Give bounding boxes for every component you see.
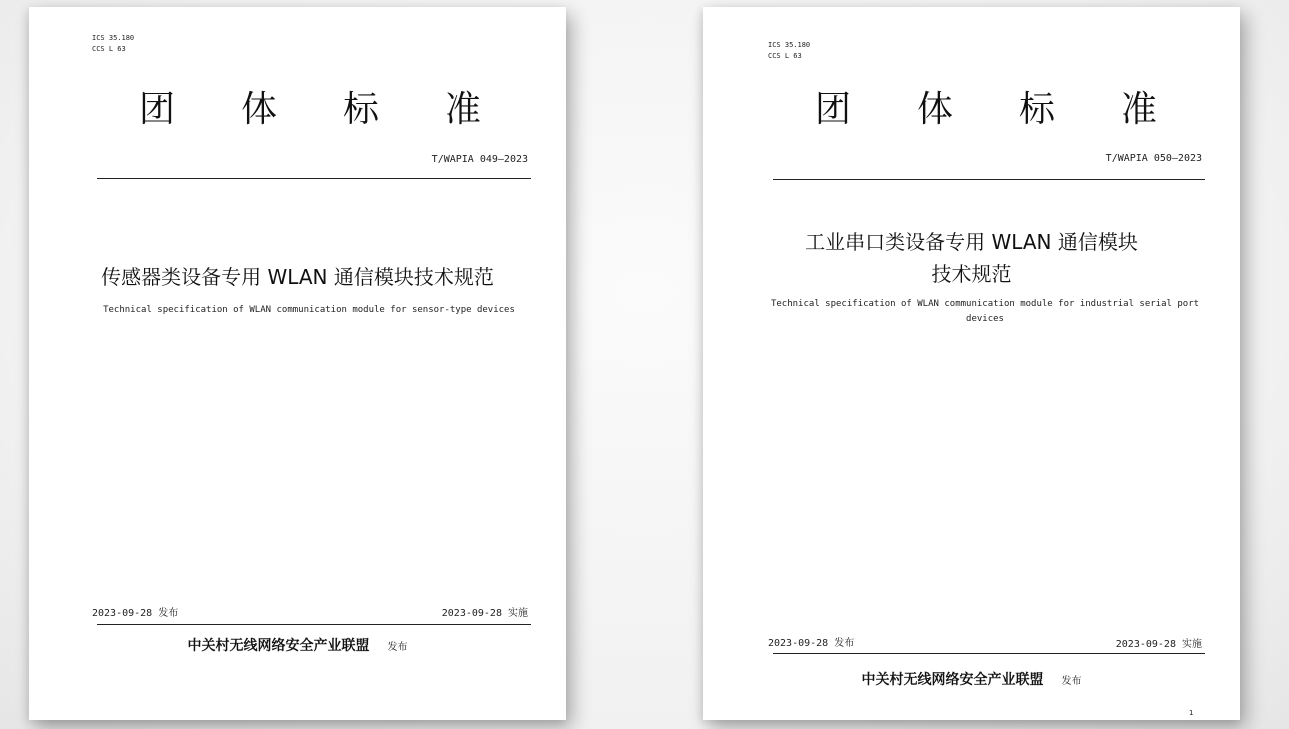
standard-code: T/WAPIA 049—2023	[431, 154, 528, 165]
publisher-line	[703, 669, 1240, 689]
release-date: 2023-09-28 发布	[768, 638, 855, 649]
publisher: 中关村无线网络安全产业联盟	[861, 672, 1044, 688]
header-char-3: 标	[343, 89, 380, 130]
standard-cover-industrial-serial-devices	[703, 7, 1240, 720]
header-char-4: 准	[445, 89, 482, 130]
title-zh-line2: 技术规范	[931, 262, 1012, 286]
ccs-code: CCS L 63	[768, 52, 802, 60]
title-zh-line1: 工业串口类设备专用 WLAN 通信模块	[805, 230, 1138, 254]
release-date: 2023-09-28 发布	[92, 608, 179, 619]
header-char-2: 体	[917, 89, 954, 130]
header-char-3: 标	[1019, 89, 1056, 130]
header-char-2: 体	[241, 89, 278, 130]
title-en: Technical specification of WLAN communication module for sensor-type devices	[103, 305, 515, 315]
header-rule	[97, 178, 531, 179]
issue-label: 发布	[1061, 676, 1082, 687]
implement-date: 2023-09-28 实施	[441, 608, 528, 619]
footer-rule	[773, 653, 1205, 654]
implement-date: 2023-09-28 实施	[1115, 639, 1202, 650]
header-char-1: 团	[139, 89, 176, 130]
page-number: 1	[1189, 709, 1194, 717]
ics-code: ICS 35.180	[768, 41, 811, 49]
standard-code: T/WAPIA 050—2023	[1105, 153, 1202, 164]
header-rule	[773, 179, 1205, 180]
publisher-line	[29, 635, 566, 655]
standard-cover-sensor-devices	[29, 7, 566, 720]
footer-rule	[97, 624, 531, 625]
publisher: 中关村无线网络安全产业联盟	[187, 638, 370, 654]
header-char-1: 团	[815, 89, 852, 130]
title-zh: 传感器类设备专用 WLAN 通信模块技术规范	[101, 265, 494, 289]
ccs-code: CCS L 63	[92, 45, 126, 53]
header-char-4: 准	[1121, 89, 1158, 130]
issue-label: 发布	[387, 642, 408, 653]
title-en: Technical specification of WLAN communication module for industrial serial port devices	[770, 299, 1200, 324]
ics-code: ICS 35.180	[92, 34, 135, 42]
